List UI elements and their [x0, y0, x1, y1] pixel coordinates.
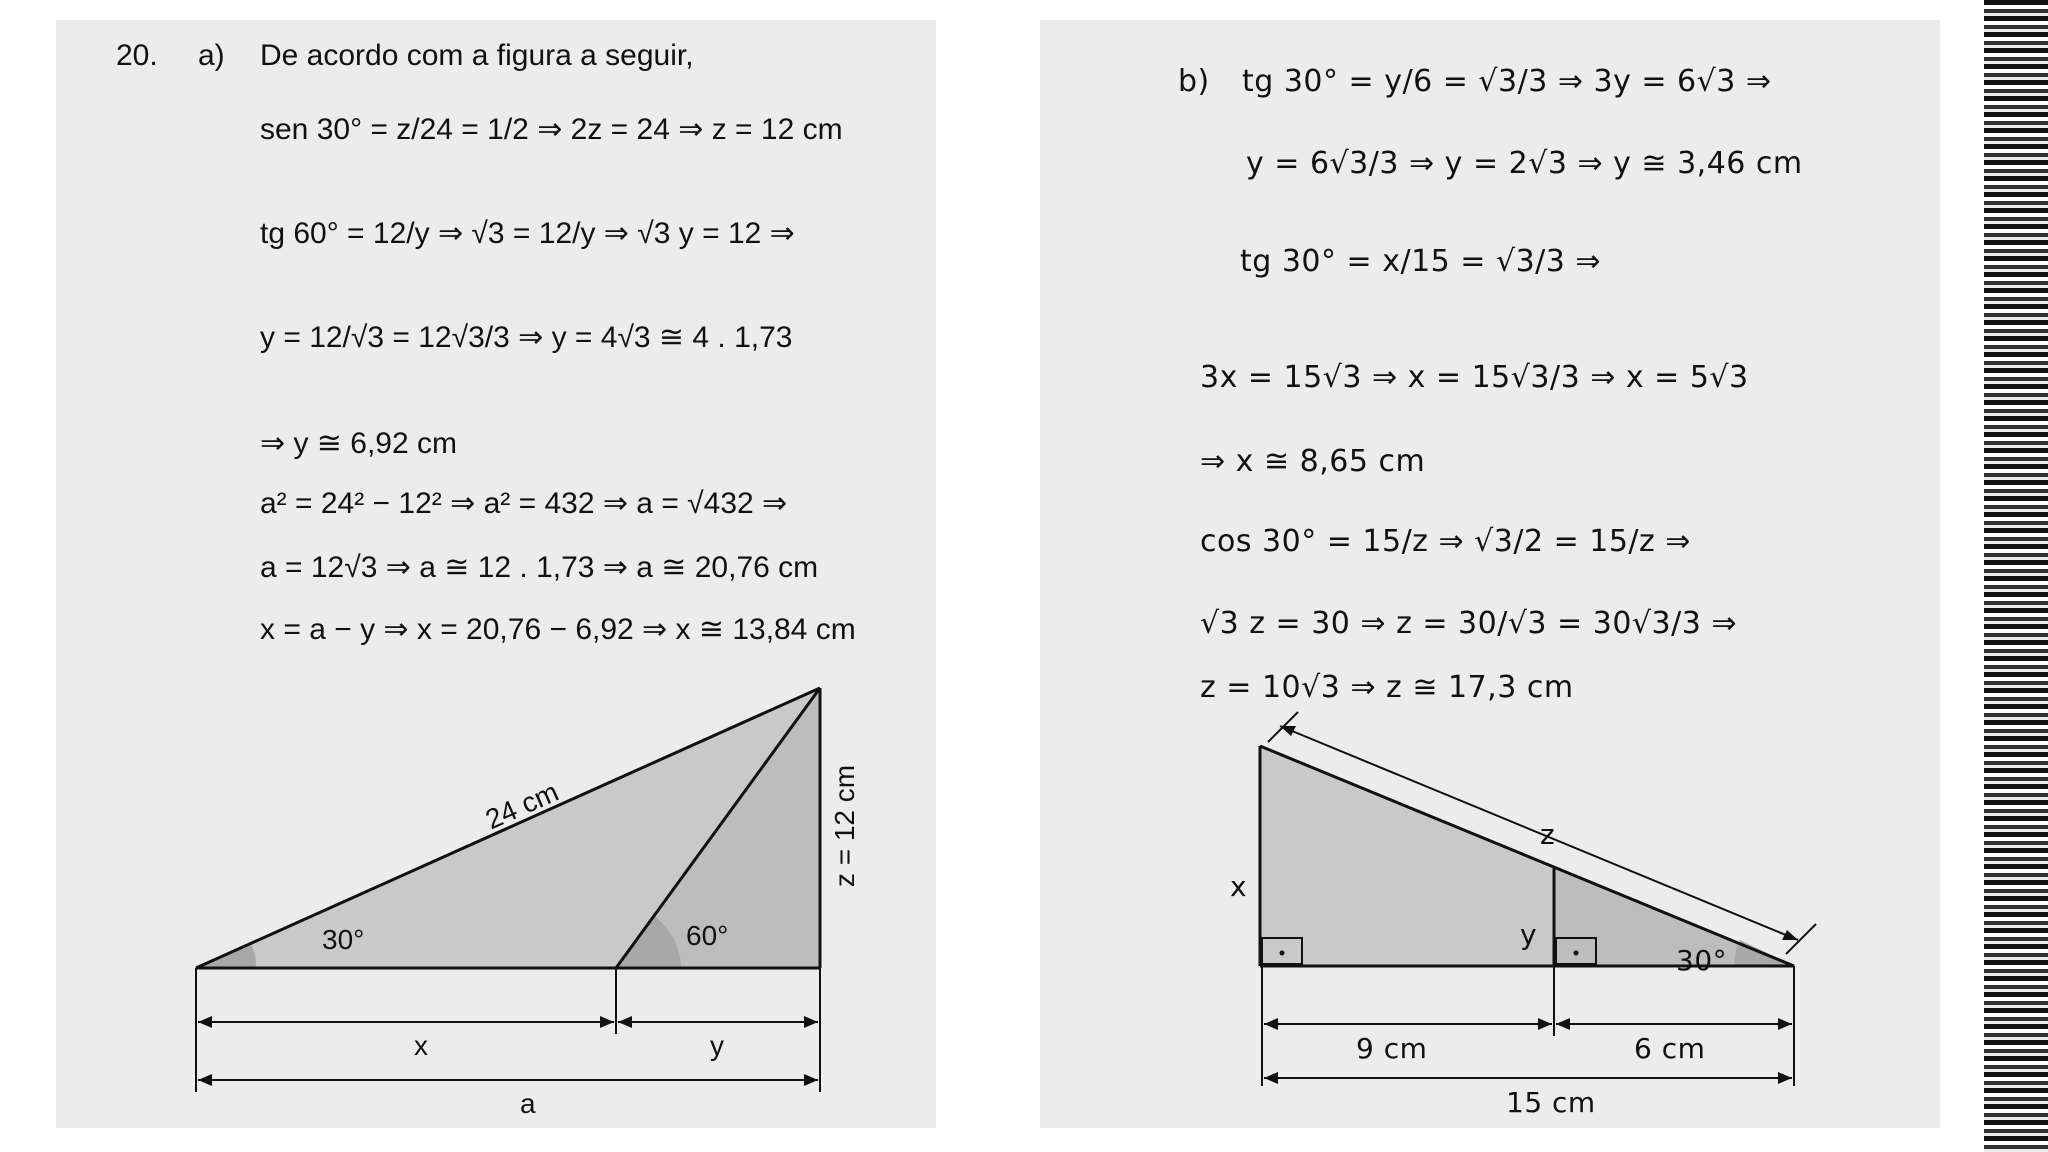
label-y: y: [1520, 918, 1538, 951]
equation-b-6: cos 30° = 15/z ⇒ √3/2 = 15/z ⇒: [1200, 524, 1691, 559]
label-angle-30: 30°: [322, 924, 365, 955]
equation-a-7: x = a − y ⇒ x = 20,76 − 6,92 ⇒ x ≅ 13,84 cm: [260, 613, 856, 646]
label-a: a: [520, 1088, 536, 1119]
equation-a-5: a² = 24² − 12² ⇒ a² = 432 ⇒ a = √432 ⇒: [260, 487, 788, 520]
solution-panel-b: [1040, 20, 1940, 1128]
part-a-intro: De acordo com a figura a seguir,: [260, 39, 694, 72]
label-angle-60: 60°: [686, 920, 729, 951]
equation-b-4: 3x = 15√3 ⇒ x = 15√3/3 ⇒ x = 5√3: [1200, 360, 1749, 395]
triangle-figure-b: [1040, 20, 1940, 1128]
equation-b-8: z = 10√3 ⇒ z ≅ 17,3 cm: [1200, 670, 1574, 705]
equation-b-3: tg 30° = x/15 = √3/3 ⇒: [1240, 244, 1602, 279]
margin: [1972, 0, 1984, 1152]
label-9cm: 9 cm: [1356, 1032, 1428, 1065]
label-y: y: [710, 1030, 724, 1061]
equation-a-1: sen 30° = z/24 = 1/2 ⇒ 2z = 24 ⇒ z = 12 cm: [260, 113, 843, 146]
page-edge-decoration: [1984, 0, 2048, 1152]
label-side-z: z = 12 cm: [829, 764, 861, 888]
label-z: z: [1540, 818, 1556, 851]
equation-b-5: ⇒ x ≅ 8,65 cm: [1200, 444, 1426, 479]
equation-a-2: tg 60° = 12/y ⇒ √3 = 12/y ⇒ √3 y = 12 ⇒: [260, 217, 795, 250]
label-x: x: [414, 1030, 428, 1061]
equation-a-6: a = 12√3 ⇒ a ≅ 12 . 1,73 ⇒ a ≅ 20,76 cm: [260, 551, 819, 584]
solution-panel-a: [56, 20, 936, 1128]
problem-number: 20.: [116, 39, 158, 72]
triangle-figure-a: [56, 20, 936, 1128]
label-hypotenuse: 24 cm: [480, 775, 564, 836]
part-b-label: b): [1178, 64, 1210, 99]
equation-a-4: ⇒ y ≅ 6,92 cm: [260, 427, 457, 460]
equation-b-7: √3 z = 30 ⇒ z = 30/√3 = 30√3/3 ⇒: [1200, 606, 1737, 641]
equation-a-3: y = 12/√3 = 12√3/3 ⇒ y = 4√3 ≅ 4 . 1,73: [260, 321, 793, 354]
label-angle-30: 30°: [1676, 944, 1728, 977]
label-6cm: 6 cm: [1634, 1032, 1706, 1065]
label-15cm: 15 cm: [1506, 1086, 1596, 1119]
equation-b-1: tg 30° = y/6 = √3/3 ⇒ 3y = 6√3 ⇒: [1242, 64, 1772, 99]
part-a-label: a): [198, 39, 225, 72]
label-x: x: [1230, 870, 1248, 903]
equation-b-2: y = 6√3/3 ⇒ y = 2√3 ⇒ y ≅ 3,46 cm: [1246, 146, 1803, 181]
